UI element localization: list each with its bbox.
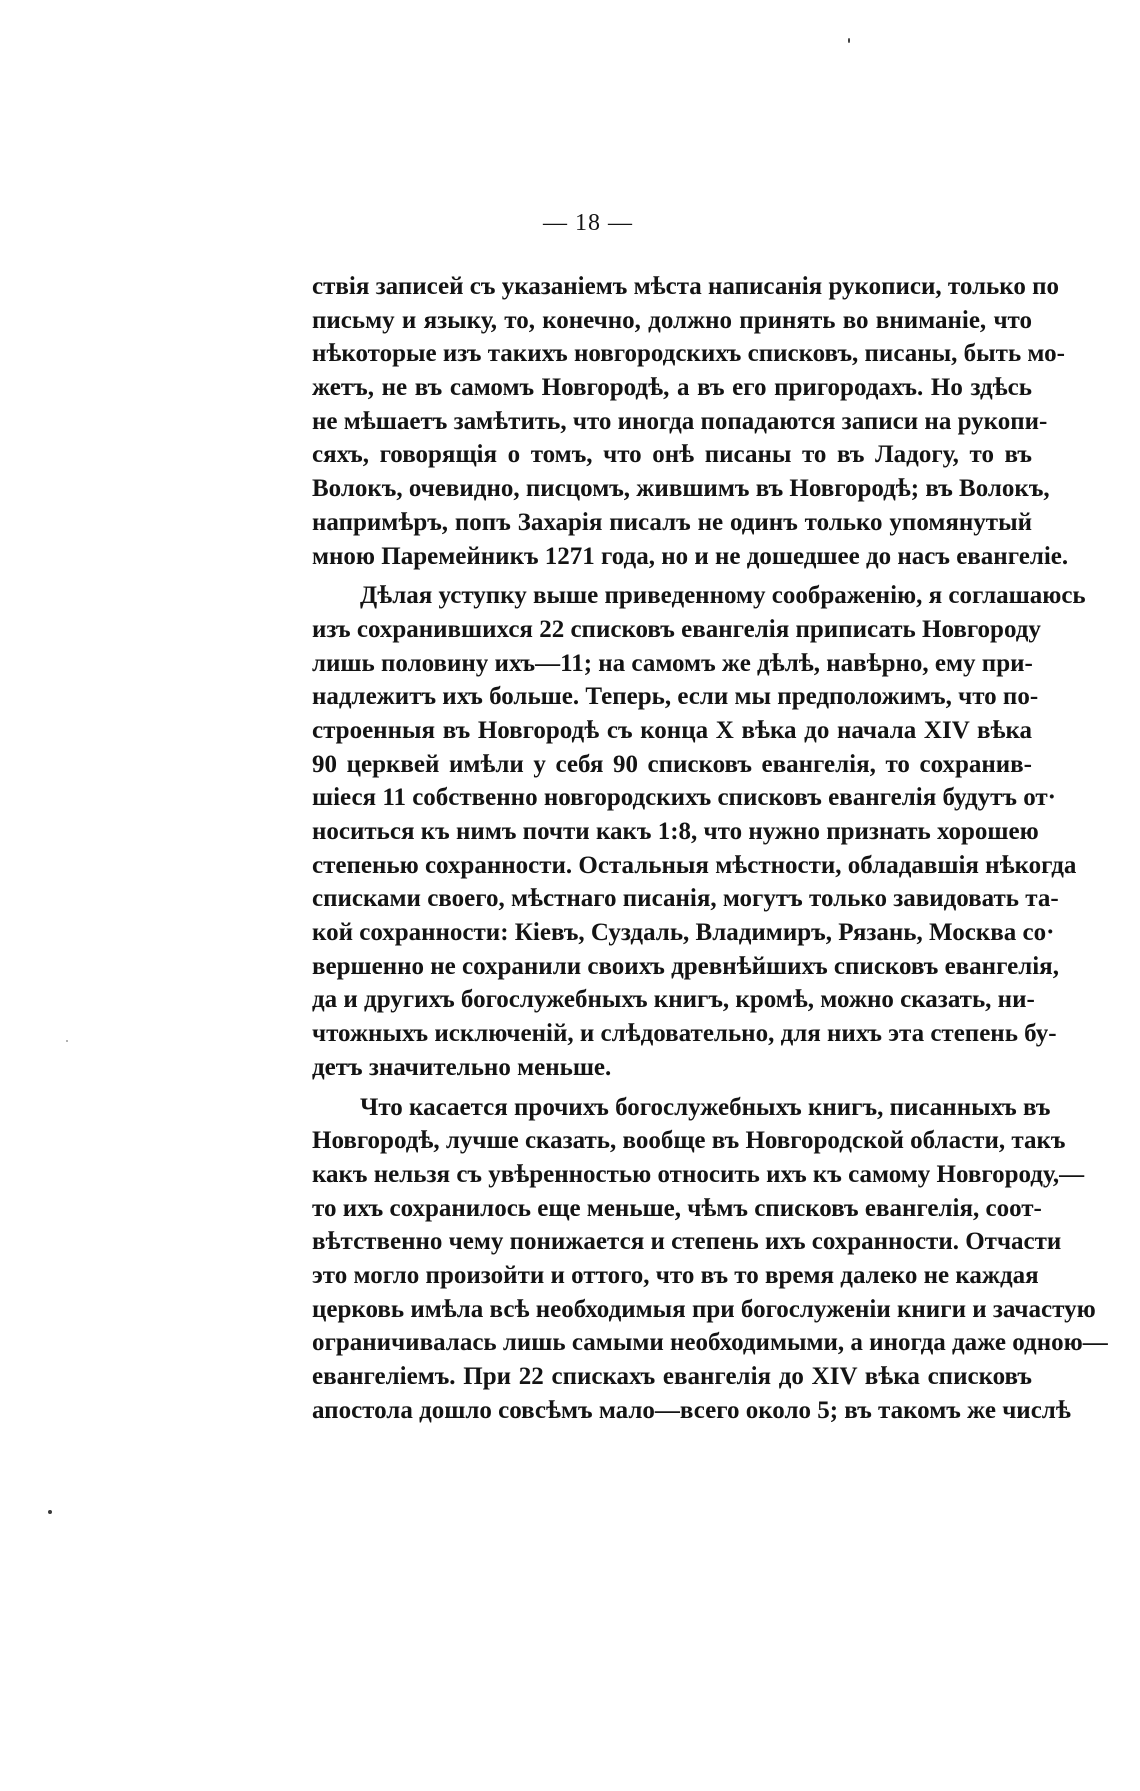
text-line: изъ сохранившихся 22 списковъ евангелія приписать Новгороду	[312, 615, 1041, 643]
paragraph-2	[312, 579, 1086, 1084]
text-line: это могло произойти и оттого, что въ то время далеко не каждая	[312, 1261, 1039, 1289]
text-line: апостола дошло совсѣмъ мало—всего около 5; въ такомъ же числѣ	[312, 1396, 1071, 1424]
text-line: не мѣшаетъ замѣтить, что иногда попадаются записи на рукопи-	[312, 407, 1048, 435]
text-line: степенью сохранности. Остальныя мѣстности, обладавшія нѣкогда	[312, 851, 1077, 879]
text-line: мною Паремейникъ 1271 года, но и не дошедшее до насъ евангеліе.	[312, 542, 1069, 570]
text-line: Что касается прочихъ богослужебныхъ книгъ, писанныхъ въ	[360, 1093, 1051, 1121]
text-line: носиться къ нимъ почти какъ 1:8, что нужно признать хорошею	[312, 818, 1039, 845]
text-line: шіеся 11 собственно новгородскихъ списковъ евангелія будутъ от·	[312, 784, 1056, 812]
text-line: вершенно не сохранили своихъ древнѣйшихъ списковъ евангелія,	[312, 952, 1059, 980]
body-text	[312, 270, 1108, 1433]
paragraph-3	[312, 1091, 1108, 1428]
ink-speck	[66, 1040, 68, 1042]
ink-speck	[848, 38, 850, 43]
text-line: то ихъ сохранилось еще меньше, чѣмъ списковъ евангелія, соот-	[312, 1194, 1042, 1222]
text-line: Дѣлая уступку выше приведенному соображенію, я соглашаюсь	[360, 582, 1086, 610]
text-line: надлежитъ ихъ больше. Теперь, если мы предположимъ, что по-	[312, 683, 1039, 711]
text-line: письму и языку, то, конечно, должно принять во вниманіе, что	[312, 306, 1032, 334]
text-line: ствія записей съ указаніемъ мѣста написанія рукописи, только по	[312, 273, 1059, 300]
paragraph-1	[312, 270, 1069, 573]
text-line: Волокъ, очевидно, писцомъ, жившимъ въ Новгородѣ; въ Волокъ,	[312, 475, 1050, 503]
text-line: списками своего, мѣстнаго писанія, могутъ только завидовать та-	[312, 885, 1059, 913]
text-line: чтожныхъ исключеній, и слѣдовательно, для нихъ эта степень бу-	[312, 1020, 1057, 1048]
text-line: евангеліемъ. При 22 спискахъ евангелія до XIV вѣка списковъ	[312, 1363, 1032, 1390]
text-line: лишь половину ихъ—11; на самомъ же дѣлѣ, навѣрно, ему при-	[312, 649, 1033, 677]
text-line: 90 церквей имѣли у себя 90 списковъ евангелія, то сохранив-	[312, 750, 1032, 778]
text-line: ограничивалась лишь самыми необходимыми, а иногда даже одною—	[312, 1329, 1108, 1357]
text-line: вѣтственно чему понижается и степень ихъ сохранности. Отчасти	[312, 1228, 1062, 1256]
text-line: Новгородѣ, лучше сказать, вообще въ Новгородской области, такъ	[312, 1127, 1066, 1155]
text-line: да и другихъ богослужебныхъ книгъ, кромѣ, можно сказать, ни-	[312, 986, 1035, 1014]
text-line: напримѣръ, попъ Захарія писалъ не одинъ только упомянутый	[312, 508, 1032, 536]
text-line: какъ нельзя съ увѣренностью относить ихъ къ самому Новгороду,—	[312, 1160, 1085, 1188]
text-line: жетъ, не въ самомъ Новгородѣ, а въ его пригородахъ. Но здѣсь	[312, 374, 1032, 402]
text-line: кой сохранности: Кіевъ, Суздаль, Владимиръ, Рязань, Москва со·	[312, 919, 1055, 947]
text-line: церковь имѣла всѣ необходимыя при богослуженіи книги и зачастую	[312, 1295, 1096, 1323]
text-line: строенныя въ Новгородѣ съ конца X вѣка до начала XIV вѣка	[312, 716, 1032, 744]
page-number: — 18 —	[543, 210, 633, 236]
ink-speck	[48, 1510, 52, 1514]
text-line: детъ значительно меньше.	[312, 1053, 612, 1081]
text-line: сяхъ, говорящія о томъ, что онѣ писаны то въ Ладогу, то въ	[312, 441, 1032, 469]
text-line: нѣкоторые изъ такихъ новгородскихъ списковъ, писаны, быть мо-	[312, 340, 1065, 368]
